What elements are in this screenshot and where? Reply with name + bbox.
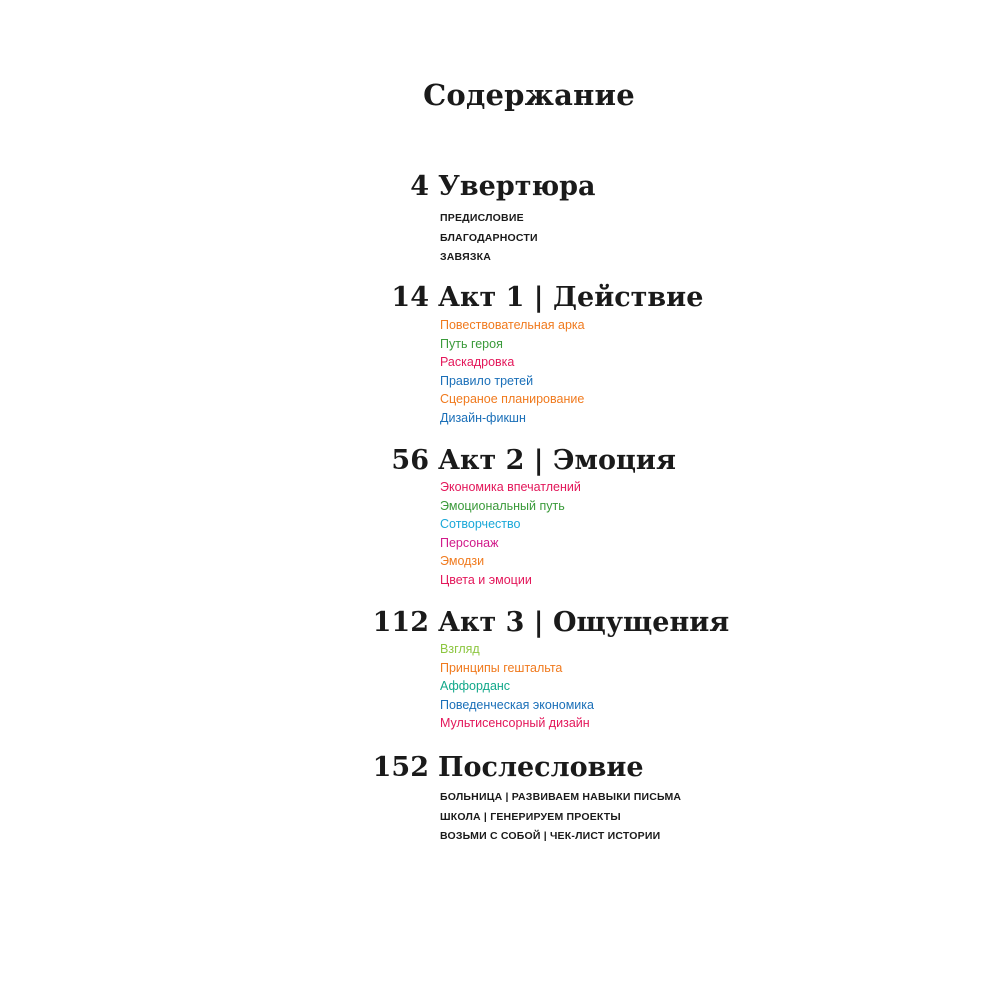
section-page-number: 56 (391, 445, 429, 476)
section-page-number: 4 (410, 171, 429, 202)
section-title: Послесловие (438, 752, 644, 783)
section-title: Акт 3 | Ощущения (438, 607, 730, 638)
subsection-item: Мультисенсорный дизайн (440, 716, 590, 731)
section-heading (0, 441, 1000, 481)
section-title: Акт 1 | Действие (438, 282, 704, 313)
subsection-item: Эмоциональный путь (440, 498, 565, 513)
subsection-item: Экономика впечатлений (440, 480, 581, 494)
subsection-item: Повествовательная арка (440, 318, 585, 332)
subsection-list (440, 788, 1000, 847)
subsection-item: Сцераное планирование (440, 392, 585, 407)
page-title: Содержание (423, 78, 635, 112)
subsection-item: Принципы гештальта (440, 660, 563, 675)
subsection-item: Путь героя (440, 336, 503, 351)
subsection-item: Поведенческая экономика (440, 697, 594, 712)
subsection-item: Раскадровка (440, 355, 515, 370)
subsection-item: Аффорданс (440, 679, 511, 694)
subsection-item: Персонаж (440, 535, 499, 550)
section-heading (0, 167, 1000, 207)
toc-section-act-1 (0, 278, 1000, 428)
subsection-item: ЗАВЯЗКА (440, 251, 491, 263)
section-page-number: 14 (391, 282, 429, 313)
section-heading (0, 748, 1000, 788)
subsection-item: БОЛЬНИЦА | РАЗВИВАЕМ НАВЫКИ ПИСЬМА (440, 791, 682, 803)
subsection-item: ВОЗЬМИ С СОБОЙ | ЧЕК-ЛИСТ ИСТОРИИ (440, 830, 661, 842)
subsection-item: Дизайн-фикшн (440, 410, 526, 425)
subsection-list (440, 478, 1000, 590)
subsection-list (440, 209, 1000, 268)
subsection-item: Взгляд (440, 642, 480, 656)
subsection-item: БЛАГОДАРНОСТИ (440, 231, 538, 244)
toc-section-act-2 (0, 441, 1000, 590)
section-title: Увертюра (438, 171, 596, 202)
subsection-item: ШКОЛА | ГЕНЕРИРУЕМ ПРОЕКТЫ (440, 810, 621, 823)
section-heading (0, 603, 1000, 643)
section-page-number: 152 (372, 752, 429, 783)
subsection-list (440, 316, 1000, 428)
toc-section-act-3 (0, 603, 1000, 733)
section-title: Акт 2 | Эмоция (438, 445, 676, 476)
toc-section-afterword (0, 748, 1000, 847)
subsection-item: Правило третей (440, 373, 534, 388)
subsection-item: Сотворчество (440, 517, 521, 532)
section-page-number: 112 (372, 607, 429, 638)
subsection-item: Эмодзи (440, 554, 485, 569)
subsection-list (440, 640, 1000, 733)
subsection-item: Цвета и эмоции (440, 572, 532, 587)
subsection-item: ПРЕДИСЛОВИЕ (440, 212, 524, 224)
toc-section-overture (0, 167, 1000, 268)
section-heading (0, 278, 1000, 318)
